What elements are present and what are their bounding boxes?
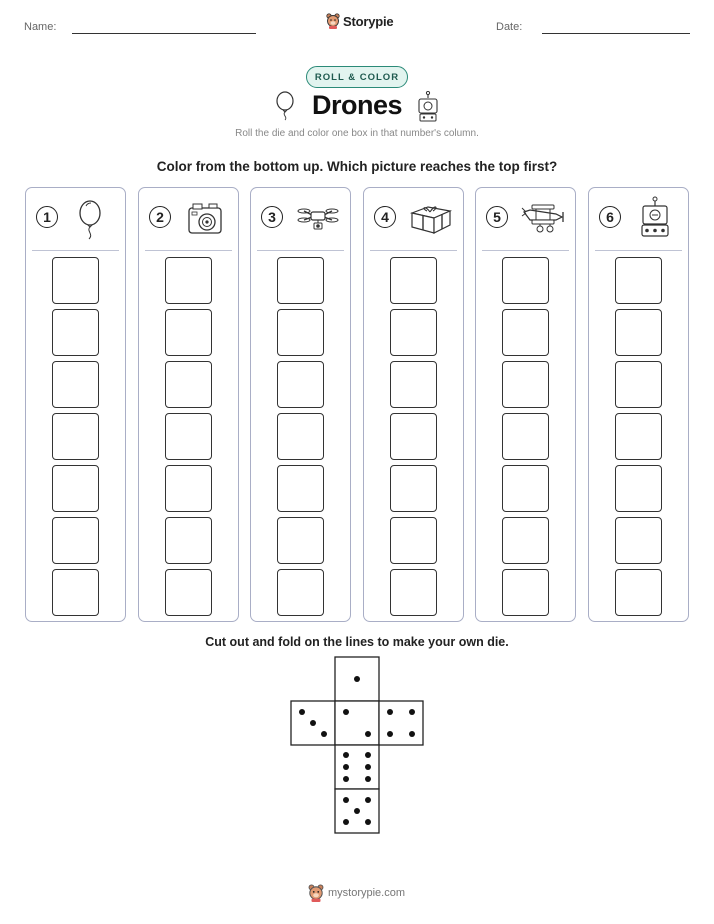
column-number: 1 [36,206,58,228]
column-header [364,188,463,250]
die-net [289,655,427,837]
camera-icon [183,196,229,240]
column-divider [145,250,232,251]
column-5 [475,187,576,622]
column-header [589,188,688,250]
color-box[interactable] [502,465,549,512]
color-box[interactable] [502,257,549,304]
color-box[interactable] [390,569,437,616]
column-number: 4 [374,206,396,228]
color-box[interactable] [277,569,324,616]
drone-icon [295,196,341,240]
footer [308,884,405,902]
color-box[interactable] [615,413,662,460]
color-box[interactable] [615,517,662,564]
brand-name: Storypie [343,13,394,29]
column-divider [32,250,119,251]
column-header [251,188,350,250]
color-box[interactable] [615,257,662,304]
color-box[interactable] [390,361,437,408]
color-box[interactable] [277,413,324,460]
column-2 [138,187,239,622]
color-box[interactable] [165,309,212,356]
column-header [139,188,238,250]
brand-logo [326,13,393,29]
color-box[interactable] [52,465,99,512]
color-box[interactable] [52,413,99,460]
die-face-6 [335,745,379,789]
bear-icon [326,13,340,29]
color-box[interactable] [502,361,549,408]
color-box[interactable] [390,309,437,356]
color-box[interactable] [615,309,662,356]
column-number: 2 [149,206,171,228]
airplane-icon [520,196,566,240]
activity-badge: ROLL & COLOR [306,66,408,88]
column-6 [588,187,689,622]
color-box[interactable] [165,569,212,616]
color-box[interactable] [277,257,324,304]
page-subtitle: Roll the die and color one box in that number's column. [235,128,479,139]
footer-url[interactable]: mystorypie.com [328,887,406,899]
color-box[interactable] [502,517,549,564]
column-number: 5 [486,206,508,228]
cut-instruction: Cut out and fold on the lines to make your own die. [205,635,509,649]
date-line[interactable] [542,33,690,34]
name-label: Name: [24,21,57,33]
page-title: Drones [311,90,403,120]
color-box[interactable] [390,413,437,460]
color-box[interactable] [502,413,549,460]
robot-icon [416,91,440,123]
balloon-icon [70,196,116,240]
color-box[interactable] [615,361,662,408]
gift-icon [408,196,454,240]
column-divider [257,250,344,251]
column-divider [595,250,682,251]
column-1 [25,187,126,622]
color-box[interactable] [277,465,324,512]
color-box[interactable] [502,309,549,356]
column-number: 6 [599,206,621,228]
color-box[interactable] [390,517,437,564]
color-box[interactable] [165,413,212,460]
color-box[interactable] [502,569,549,616]
color-box[interactable] [390,257,437,304]
column-3 [250,187,351,622]
color-box[interactable] [165,361,212,408]
color-box[interactable] [277,361,324,408]
color-box[interactable] [277,309,324,356]
column-header [26,188,125,250]
color-box[interactable] [390,465,437,512]
column-number: 3 [261,206,283,228]
column-header [476,188,575,250]
color-box[interactable] [52,517,99,564]
color-box[interactable] [165,517,212,564]
die-face-4 [379,701,423,745]
color-box[interactable] [52,361,99,408]
color-box[interactable] [615,465,662,512]
bear-icon [308,884,324,902]
color-box[interactable] [52,257,99,304]
color-box[interactable] [52,569,99,616]
date-label: Date: [496,21,523,33]
color-box[interactable] [615,569,662,616]
die-face-2 [335,701,379,745]
color-box[interactable] [277,517,324,564]
color-box[interactable] [52,309,99,356]
color-box[interactable] [165,465,212,512]
column-divider [482,250,569,251]
instruction-text: Color from the bottom up. Which picture reaches the top first? [156,159,558,174]
name-line[interactable] [72,33,256,34]
column-4 [363,187,464,622]
column-divider [370,250,457,251]
color-box[interactable] [165,257,212,304]
robot-icon [633,196,679,240]
